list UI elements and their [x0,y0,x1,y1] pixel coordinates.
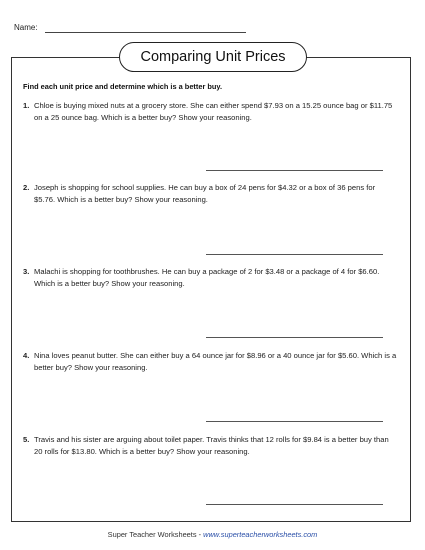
name-field-line [45,32,246,33]
answer-line-5 [206,504,383,505]
answer-line-2 [206,254,383,255]
question-number: 5. [23,435,30,444]
worksheet-title-text: Comparing Unit Prices [140,49,286,65]
question-text: Nina loves peanut butter. She can either buy a 64 ounce jar for $8.96 or a 40 ounce jar for $5.60. Which is a better buy? Show your reasoning. [34,351,397,372]
footer [0,530,425,539]
question-1 [23,100,398,123]
question-3 [23,266,398,289]
name-label: Name: [14,23,38,32]
worksheet-title [119,42,307,72]
footer-url[interactable]: www.superteacherworksheets.com [203,530,318,539]
question-text: Joseph is shopping for school supplies. He can buy a box of 24 pens for $4.32 or a box of 36 pens for $5.76. Which is a better buy? Show your reasoning. [34,183,376,204]
footer-brand: Super Teacher Worksheets - [107,530,204,539]
answer-line-1 [206,170,383,171]
question-5 [23,434,398,457]
question-number: 1. [23,101,30,110]
question-2 [23,182,398,205]
question-text: Travis and his sister are arguing about toilet paper. Travis thinks that 12 rolls for $9.84 is a better buy than 20 rolls for $13.80. Which is a better buy? Show your reasoning. [34,435,389,456]
question-number: 3. [23,267,30,276]
answer-line-4 [206,421,383,422]
answer-line-3 [206,337,383,338]
question-number: 2. [23,183,30,192]
question-number: 4. [23,351,30,360]
question-text: Chloe is buying mixed nuts at a grocery store. She can either spend $7.93 on a 15.25 ounce bag or $11.75 on a 25 ounce bag. Which is a better buy? Show your reasoning. [34,101,393,122]
question-4 [23,350,398,373]
instructions: Find each unit price and determine which is a better buy. [23,82,223,91]
question-text: Malachi is shopping for toothbrushes. He can buy a package of 2 for $3.48 or a package of 4 for $6.60. Which is a better buy? Show your reasoning. [34,267,380,288]
